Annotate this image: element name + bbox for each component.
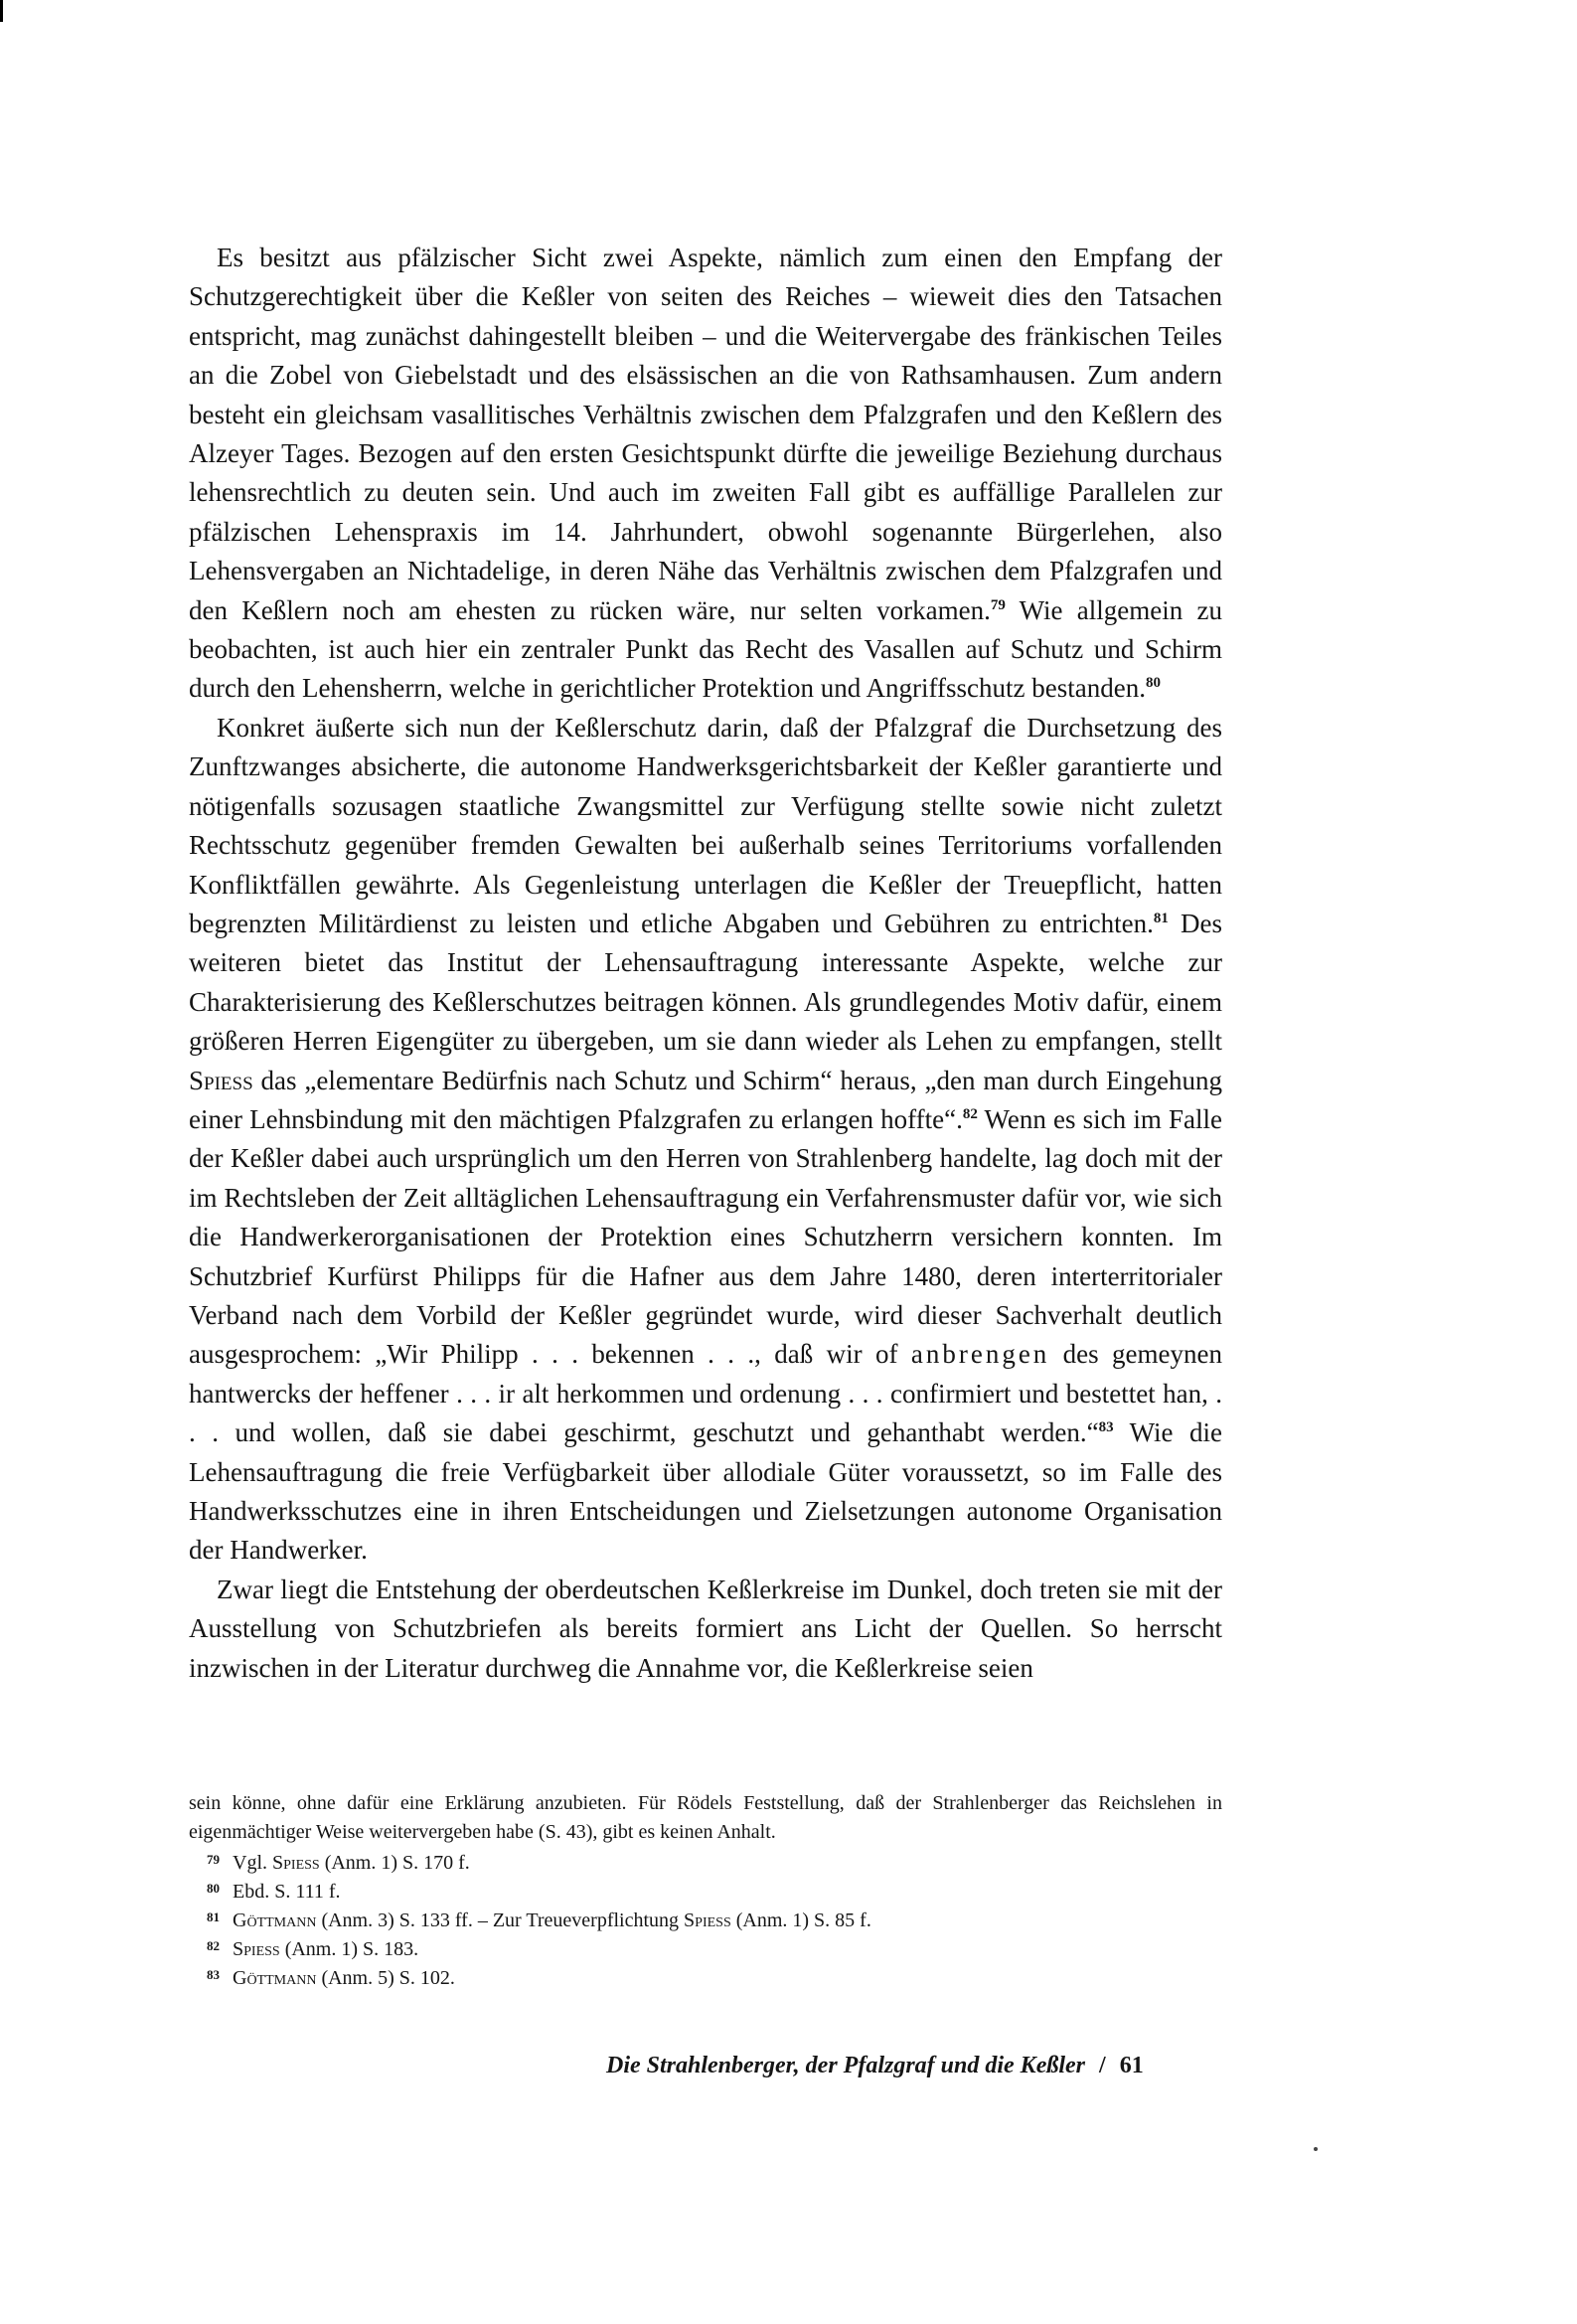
footer-separator: /	[1099, 2053, 1106, 2078]
footnote-text-pre: Vgl.	[233, 1852, 272, 1874]
body-text	[189, 239, 1222, 1688]
footnote-text-post: (Anm. 1) S. 183.	[279, 1938, 419, 1960]
footnote-ref-80[interactable]: 80	[1145, 675, 1161, 692]
paragraph-2-text-f: Wie die Lehensauftragung die freie Verfügbarkeit über allodiale Güter voraussetzt, so im Falle des Handwerksschutzes eine in ihren Entscheidungen und Zielsetzungen autonome Organisation der Handwerker.	[189, 1417, 1222, 1566]
footnote-ref-79[interactable]: 79	[990, 596, 1006, 613]
scan-margin-mark	[0, 0, 3, 22]
paragraph-2	[189, 709, 1222, 1571]
footnote-author-2: Spiess	[684, 1909, 731, 1931]
running-footer	[606, 2053, 1144, 2079]
footnote-author: Spiess	[272, 1852, 320, 1874]
footnote-text	[233, 1849, 470, 1878]
footnotes	[189, 1789, 1222, 1993]
footnote-number: 83	[207, 1967, 220, 1982]
footnote-text-post-2: (Anm. 1) S. 85 f.	[730, 1909, 871, 1931]
footnote-82	[189, 1935, 1222, 1964]
spaced-quote-word: anbrengen	[910, 1339, 1050, 1370]
footnote-ref-83[interactable]: 83	[1098, 1419, 1114, 1436]
footnote-number: 82	[207, 1938, 220, 1953]
paragraph-1	[189, 239, 1222, 709]
footnote-text-post: (Anm. 3) S. 133 ff. – Zur Treueverpflichtung	[316, 1909, 685, 1931]
paragraph-2-text-a: Konkret äußerte sich nun der Keßlerschutz darin, daß der Pfalzgraf die Durchsetzung des Zunftzwanges absicherte, die autonome Handwerksgerichtsbarkeit der Keßler garantierte und nötigenfalls sozusagen staatliche Zwangsmittel zur Verfügung stellte sowie nicht zuletzt Rechtsschutz gegenüber fremden Gewalten bei außerhalb seines Territoriums vorfallenden Konfliktfällen gewährte. Als Gegenleistung unterlagen die Keßler der Treuepflicht, hatten begrenzten Militärdienst zu leisten und etliche Abgaben und Gebühren zu entrichten.	[189, 712, 1222, 938]
footnote-text	[233, 1878, 341, 1907]
footnote-80	[189, 1878, 1222, 1907]
footnote-81	[189, 1907, 1222, 1935]
paragraph-2-text-d: Wenn es sich im Falle der Keßler dabei auch ursprünglich um den Herren von Strahlenberg handelte, lag doch mit der im Rechtsleben der Zeit alltäglichen Lehensauftragung ein Verfahrensmuster dafür vor, wie sich die Handwerkerorganisationen der Protektion eines Schutzherrn versichern konnten. Im Schutzbrief Kurfürst Philipps für die Hafner aus dem Jahre 1480, deren interterritorialer Verband nach dem Vorbild der Keßler gegründet wurde, wird dieser Sachverhalt deutlich ausgesprochem: „Wir Philipp . . . bekennen . . ., daß wir of	[189, 1103, 1222, 1370]
footnote-ref-82[interactable]: 82	[962, 1105, 978, 1122]
paragraph-2-text-b: Des weiteren bietet das Institut der Lehensauftragung interessante Aspekte, welche zur Charakterisierung des Keßlerschutzes beitragen können. Als grundlegendes Motiv dafür, einem größeren Herren Eigengüter zu übergeben, um sie dann wieder als Lehen zu empfangen, stellt	[189, 908, 1222, 1057]
footnote-text-pre: Ebd. S. 111 f.	[233, 1881, 341, 1903]
footnote-79	[189, 1849, 1222, 1878]
footnote-number: 81	[207, 1909, 220, 1924]
footnote-text	[233, 1935, 418, 1964]
paragraph-1-text-b: Wie allgemein zu beobachten, ist auch hier ein zentraler Punkt das Recht des Vasallen auf Schutz und Schirm durch den Lehensherrn, welche in gerichtlicher Protektion und Angriffsschutz bestanden.	[189, 594, 1222, 704]
scan-speck	[1314, 2147, 1318, 2151]
footnote-83	[189, 1964, 1222, 1993]
footnote-text	[233, 1964, 455, 1993]
footnote-author: Göttmann	[233, 1909, 317, 1931]
paragraph-3	[189, 1571, 1222, 1688]
footnote-number: 80	[207, 1881, 220, 1896]
page-number: 61	[1119, 2053, 1144, 2078]
footnote-author: Göttmann	[233, 1967, 317, 1989]
footnote-text	[233, 1907, 871, 1935]
author-name: Spiess	[189, 1065, 253, 1095]
footnote-author: Spiess	[233, 1938, 280, 1960]
paragraph-2-text-e: des gemeynen hantwercks der heffener . . . ir alt herkommen und ordenung . . . confirmiert und bestettet han, . . . und wollen, daß sie dabei geschirmt, geschutzt und gehanthabt werden.“	[189, 1339, 1223, 1448]
footnote-ref-81[interactable]: 81	[1153, 910, 1169, 926]
paragraph-1-text-a: Es besitzt aus pfälzischer Sicht zwei Aspekte, nämlich zum einen den Empfang der Schutzgerechtigkeit über die Keßler von seiten des Reiches – wieweit dies den Tatsachen entspricht, mag zunächst dahingestellt bleiben – und die Weitervergabe des fränkischen Teiles an die Zobel von Giebelstadt und des elsässischen an die von Rathsamhausen. Zum andern besteht ein gleichsam vasallitisches Verhältnis zwischen dem Pfalzgrafen und den Keßlern des Alzeyer Tages. Bezogen auf den ersten Gesichtspunkt dürfte die jeweilige Beziehung durchaus lehensrechtlich zu deuten sein. Und auch im zweiten Fall gibt es auffällige Parallelen zur pfälzischen Lehenspraxis im 14. Jahrhundert, obwohl sogenannte Bürgerlehen, also Lehensvergaben an Nichtadelige, in deren Nähe das Verhältnis zwischen dem Pfalzgrafen und den Keßlern noch am ehesten zu rücken wäre, nur selten vorkamen.	[189, 243, 1222, 625]
running-title: Die Strahlenberger, der Pfalzgraf und die Keßler	[606, 2053, 1086, 2078]
footnote-continuation: sein könne, ohne dafür eine Erklärung anzubieten. Für Rödels Feststellung, daß der Strahlenberger das Reichslehen in eigenmächtiger Weise weitervergeben habe (S. 43), gibt es keinen Anhalt.	[189, 1792, 1222, 1843]
footnote-text-post: (Anm. 5) S. 102.	[316, 1967, 455, 1989]
footnote-number: 79	[207, 1852, 220, 1867]
footnote-text-post: (Anm. 1) S. 170 f.	[319, 1852, 470, 1874]
paragraph-3-text-a: Zwar liegt die Entstehung der oberdeutschen Keßlerkreise im Dunkel, doch treten sie mit der Ausstellung von Schutzbriefen als bereits formiert ans Licht der Quellen. So herrscht inzwischen in der Literatur durchweg die Annahme vor, die Keßlerkreise seien	[189, 1574, 1222, 1683]
paragraph-2-text-c: das „elementare Bedürfnis nach Schutz und Schirm“ heraus, „den man durch Eingehung einer Lehnsbindung mit den mächtigen Pfalzgrafen zu erlangen hoffte“.	[189, 1065, 1222, 1134]
